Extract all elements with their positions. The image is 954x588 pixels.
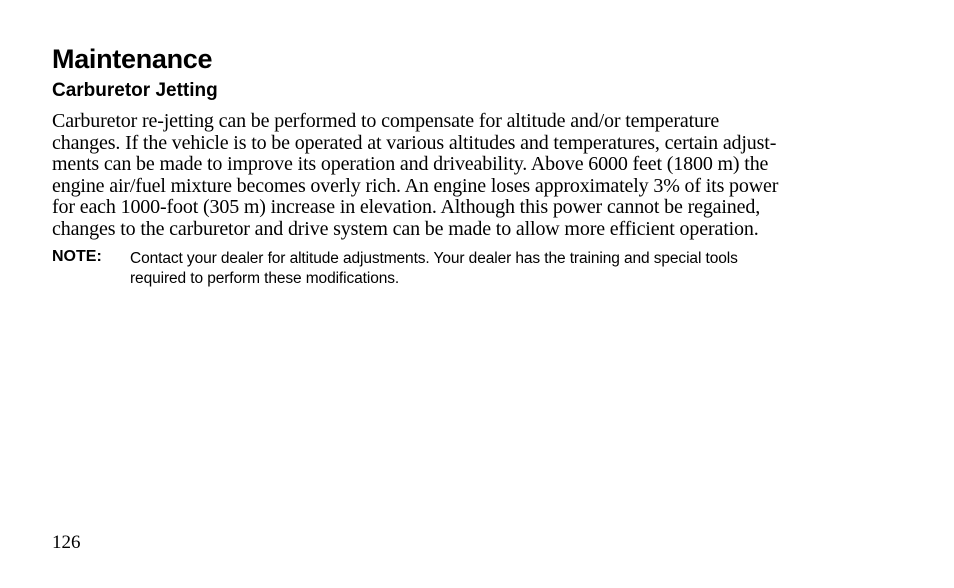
body-line: engine air/fuel mixture becomes overly rich. An engine loses approximately 3% of its power	[52, 174, 779, 197]
section-title: Maintenance	[52, 44, 213, 74]
note-line: Contact your dealer for altitude adjustments. Your dealer has the training and special tools	[130, 250, 738, 267]
subsection-title: Carburetor Jetting	[52, 80, 218, 101]
page-number: 126	[52, 532, 81, 553]
body-line: Carburetor re-jetting can be performed to compensate for altitude and/or temperature	[52, 110, 720, 132]
body-line: for each 1000-foot (305 m) increase in elevation. Although this power cannot be regained,	[52, 196, 761, 218]
manual-page	[52, 0, 902, 588]
body-line: changes to the carburetor and drive system can be made to allow more efficient operation.	[52, 217, 759, 240]
body-line: ments can be made to improve its operation and driveability. Above 6000 feet (1800 m) the	[52, 153, 769, 175]
body-paragraph	[52, 111, 892, 240]
note-line: required to perform these modifications.	[130, 269, 400, 287]
note-label: NOTE:	[52, 248, 102, 265]
note-text	[130, 249, 738, 288]
note-block	[52, 247, 902, 291]
body-line: changes. If the vehicle is to be operated at various altitudes and temperatures, certain adjust-	[52, 131, 777, 154]
